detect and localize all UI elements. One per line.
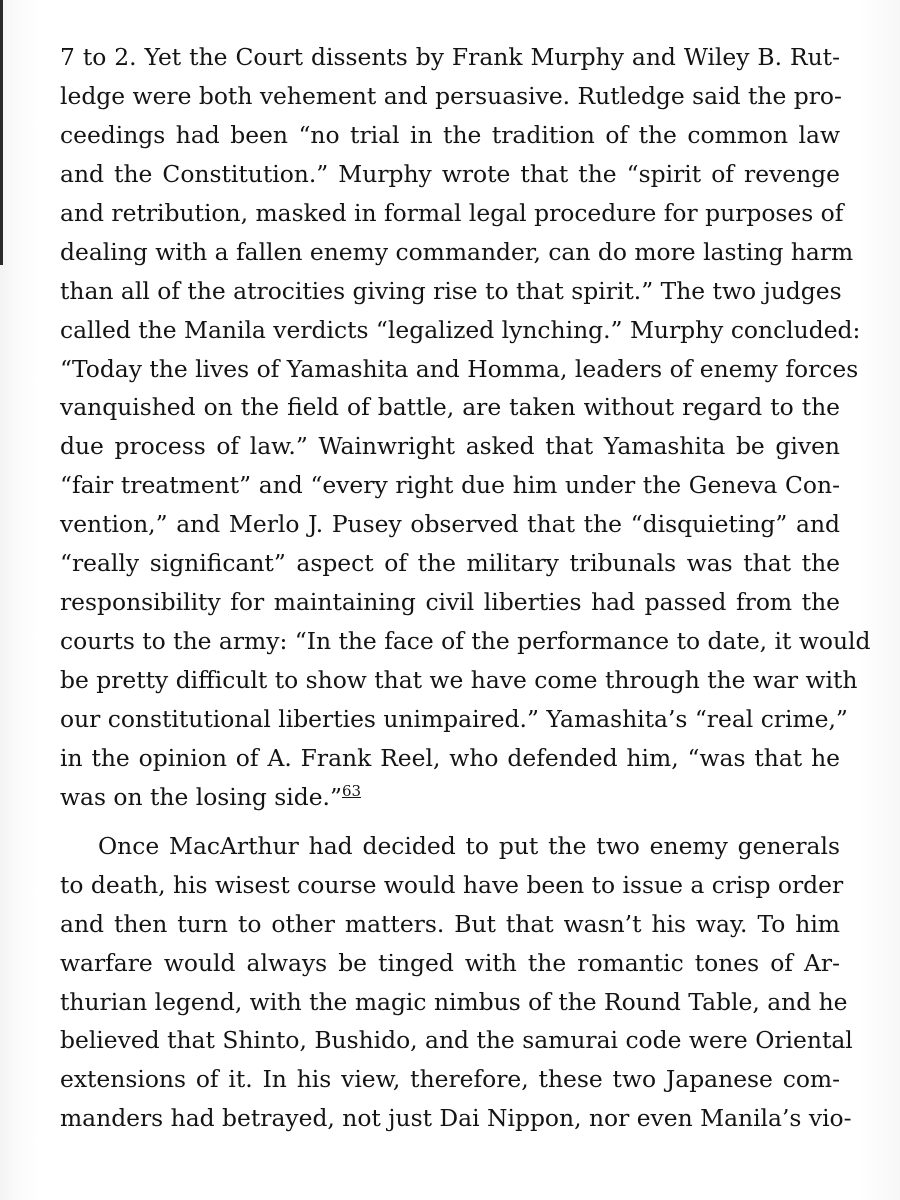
text-line: 7 to 2. Yet the Court dissents by Frank Murphy and Wiley B. Rut- (60, 43, 840, 71)
text-line-last (60, 778, 840, 817)
paragraph-spacer (60, 817, 840, 827)
text-line: warfare would always be tinged with the romantic tones of Ar- (60, 948, 840, 977)
last-line-text: was on the losing side.” (60, 782, 342, 811)
text-line: vanquished on the field of battle, are taken without regard to the (60, 393, 840, 422)
text-line: called the Manila verdicts “legalized lynching.” Murphy concluded: (60, 315, 861, 344)
text-line: thurian legend, with the magic nimbus of the Round Table, and he (60, 987, 848, 1016)
text-line: be pretty difficult to show that we have come through the war with (60, 666, 858, 694)
text-line: courts to the army: “In the face of the performance to date, it would (60, 627, 871, 656)
paragraph-1 (60, 38, 871, 817)
footnote-reference[interactable]: 63 (341, 782, 362, 801)
text-line: Once MacArthur had decided to put the two enemy generals (98, 831, 840, 860)
binding-shadow (0, 0, 3, 265)
text-line: and retribution, masked in formal legal procedure for purposes of (60, 198, 844, 227)
text-line: in the opinion of A. Frank Reel, who defended him, “was that he (60, 743, 840, 772)
text-line: and the Constitution.” Murphy wrote that the “spirit of revenge (60, 159, 840, 188)
page-text (60, 38, 871, 1138)
text-line: believed that Shinto, Bushido, and the samurai code were Oriental (60, 1026, 853, 1055)
text-line: due process of law.” Wainwright asked that Yamashita be given (60, 432, 840, 461)
text-line: manders had betrayed, not just Dai Nippon, nor even Manila’s vio- (60, 1104, 852, 1133)
text-line: to death, his wisest course would have been to issue a crisp order (60, 870, 844, 899)
paragraph-2 (60, 827, 853, 1139)
text-line: responsibility for maintaining civil liberties had passed from the (60, 588, 840, 617)
text-line: and then turn to other matters. But that wasn’t his way. To him (60, 909, 840, 938)
text-line: “Today the lives of Yamashita and Homma, leaders of enemy forces (60, 354, 859, 383)
text-line: extensions of it. In his view, therefore, these two Japanese com- (60, 1065, 840, 1094)
text-line: ceedings had been “no trial in the tradition of the common law (60, 120, 840, 149)
text-line: ledge were both vehement and persuasive. Rutledge said the pro- (60, 81, 842, 110)
text-line: dealing with a fallen enemy commander, can do more lasting harm (60, 237, 854, 266)
text-line: than all of the atrocities giving rise to that spirit.” The two judges (60, 276, 842, 305)
text-line: “really significant” aspect of the military tribunals was that the (60, 549, 840, 578)
text-line: our constitutional liberties unimpaired.” Yamashita’s “real crime,” (60, 704, 848, 733)
text-line: “fair treatment” and “every right due him under the Geneva Con- (60, 471, 840, 500)
text-line: vention,” and Merlo J. Pusey observed that the “disquieting” and (60, 510, 840, 539)
